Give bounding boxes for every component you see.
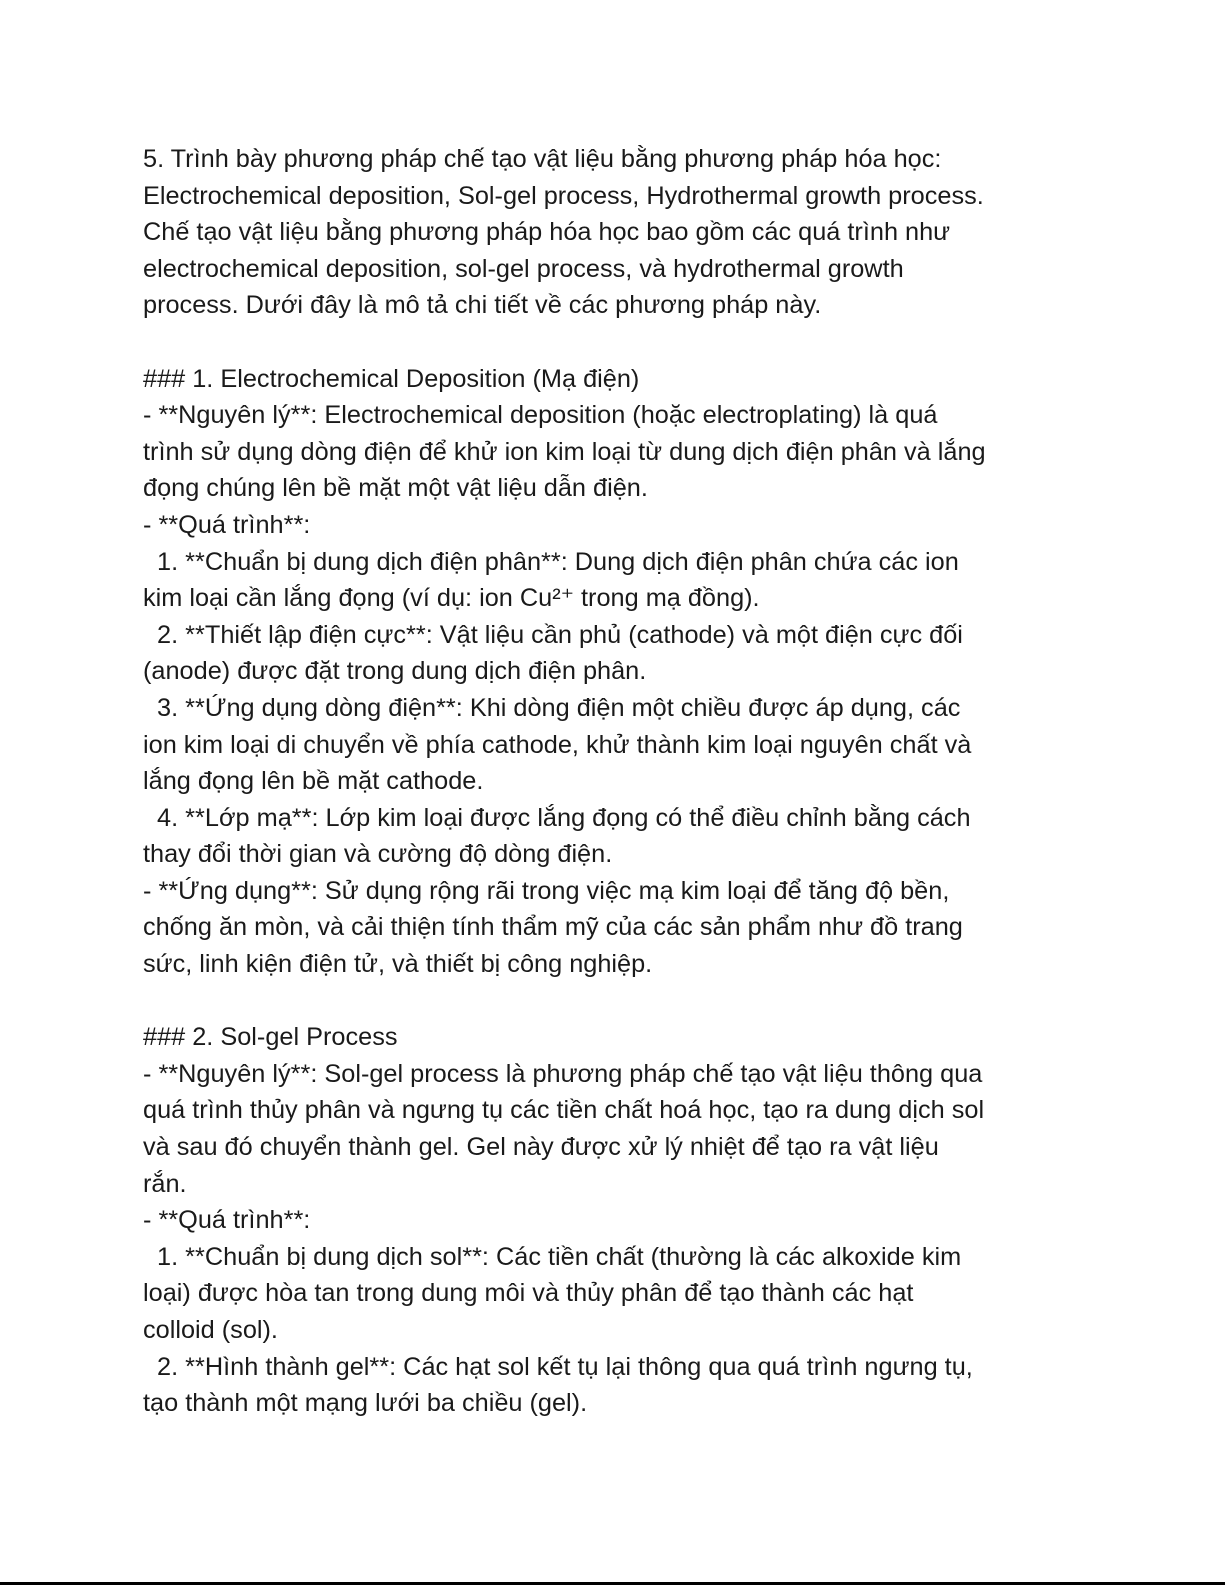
text-line: process. Dưới đây là mô tả chi tiết về các phương pháp này. xyxy=(143,291,822,320)
text-line: 2. **Hình thành gel**: Các hạt sol kết tụ lại thông qua quá trình ngưng tụ, xyxy=(143,1352,973,1381)
text-line: rắn. xyxy=(143,1169,187,1198)
text-line: 1. **Chuẩn bị dung dịch điện phân**: Dung dịch điện phân chứa các ion xyxy=(143,547,959,576)
text-line: - **Quá trình**: xyxy=(143,510,311,539)
section-electrochemical-deposition xyxy=(143,361,1083,983)
section-heading: ### 2. Sol-gel Process xyxy=(143,1023,398,1052)
text-line: tạo thành một mạng lưới ba chiều (gel). xyxy=(143,1389,588,1418)
document-body xyxy=(143,141,1083,1422)
text-line: ion kim loại di chuyển về phía cathode, khử thành kim loại nguyên chất và xyxy=(143,730,972,759)
text-line: thay đổi thời gian và cường độ dòng điện. xyxy=(143,840,613,869)
text-line: (anode) được đặt trong dung dịch điện phân. xyxy=(143,657,647,686)
text-line: colloid (sol). xyxy=(143,1316,278,1344)
text-line: 1. **Chuẩn bị dung dịch sol**: Các tiền chất (thường là các alkoxide kim xyxy=(143,1242,962,1271)
text-line: 3. **Ứng dụng dòng điện**: Khi dòng điện một chiều được áp dụng, các xyxy=(143,693,961,722)
text-line: loại) được hòa tan trong dung môi và thủy phân để tạo thành các hạt xyxy=(143,1279,914,1308)
paragraph-gap xyxy=(143,983,1083,1020)
text-line: - **Nguyên lý**: Electrochemical deposition (hoặc electroplating) là quá xyxy=(143,401,938,430)
text-line: Electrochemical deposition, Sol-gel process, Hydrothermal growth process. xyxy=(143,181,984,210)
text-line: chống ăn mòn, và cải thiện tính thẩm mỹ của các sản phẩm như đồ trang xyxy=(143,913,963,942)
section-heading: ### 1. Electrochemical Deposition (Mạ điện) xyxy=(143,364,640,393)
text-line: - **Quá trình**: xyxy=(143,1206,311,1235)
text-line: lắng đọng lên bề mặt cathode. xyxy=(143,767,484,796)
text-line: sức, linh kiện điện tử, và thiết bị công nghiệp. xyxy=(143,950,653,979)
text-line: 4. **Lớp mạ**: Lớp kim loại được lắng đọng có thể điều chỉnh bằng cách xyxy=(143,803,971,832)
text-line: electrochemical deposition, sol-gel process, và hydrothermal growth xyxy=(143,254,904,283)
text-line: và sau đó chuyển thành gel. Gel này được xử lý nhiệt để tạo ra vật liệu xyxy=(143,1133,939,1162)
text-line: đọng chúng lên bề mặt một vật liệu dẫn điện. xyxy=(143,474,648,503)
text-line: quá trình thủy phân và ngưng tụ các tiền chất hoá học, tạo ra dung dịch sol xyxy=(143,1096,985,1125)
section-sol-gel-process xyxy=(143,1019,1083,1422)
text-line: 5. Trình bày phương pháp chế tạo vật liệu bằng phương pháp hóa học: xyxy=(143,145,942,173)
paragraph-gap xyxy=(143,324,1083,361)
intro-paragraph xyxy=(143,141,1083,324)
text-line: trình sử dụng dòng điện để khử ion kim loại từ dung dịch điện phân và lắng xyxy=(143,437,986,466)
text-line: - **Nguyên lý**: Sol-gel process là phương pháp chế tạo vật liệu thông qua xyxy=(143,1059,983,1088)
text-line: - **Ứng dụng**: Sử dụng rộng rãi trong việc mạ kim loại để tăng độ bền, xyxy=(143,876,950,905)
text-line: 2. **Thiết lập điện cực**: Vật liệu cần phủ (cathode) và một điện cực đối xyxy=(143,620,963,649)
text-line: Chế tạo vật liệu bằng phương pháp hóa học bao gồm các quá trình như xyxy=(143,218,951,247)
text-line: kim loại cần lắng đọng (ví dụ: ion Cu²⁺ trong mạ đồng). xyxy=(143,584,760,613)
